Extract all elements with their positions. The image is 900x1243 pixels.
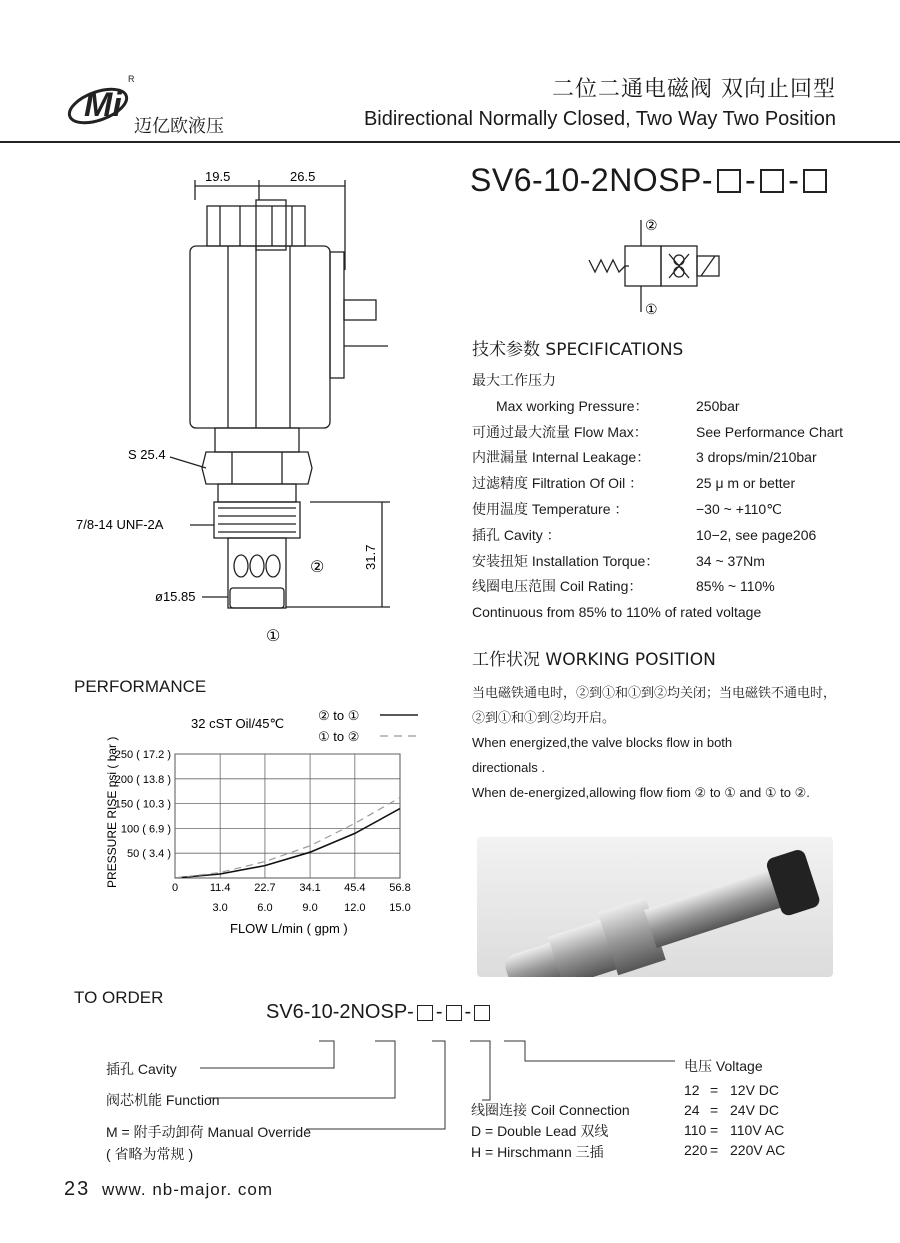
specs-title: 技术参数 SPECIFICATIONS: [472, 340, 684, 360]
order-model-prefix: SV6-10-2NOSP-: [266, 1001, 414, 1023]
svg-text:①: ①: [266, 628, 281, 645]
product-photo: [477, 837, 833, 977]
model-sep-1: -: [745, 162, 757, 198]
voltage-row: 220 = 220V AC: [684, 1142, 786, 1158]
y-tick-label: 200 ( 13.8 ): [114, 773, 171, 786]
spec-row: Continuous from 85% to 110% of rated voltage: [472, 604, 762, 621]
spec-row: 线圈电压范围 Coil Rating： 85% ~ 110%: [472, 578, 775, 595]
legend-dashed-label: ① to ②: [318, 729, 360, 744]
x-tick-label-gpm: 12.0: [344, 902, 366, 914]
x-tick-label: 56.8: [389, 882, 411, 894]
logo: [62, 72, 138, 136]
x-tick-label-gpm: 9.0: [302, 902, 318, 914]
working-line: ②到①和①到②均开启。: [472, 710, 616, 725]
working-title: 工作状况 WORKING POSITION: [472, 650, 716, 670]
x-axis-label: FLOW L/min ( gpm ): [230, 921, 348, 936]
performance-chart: [60, 700, 460, 945]
svg-text:ø15.85: ø15.85: [155, 589, 196, 604]
working-description: [472, 680, 892, 805]
voltage-list: [684, 1082, 785, 1162]
order-omit-note: ( 省略为常规 ): [106, 1146, 194, 1162]
spec-row: 过滤精度 Filtration Of Oil ： 25 μ m or better: [472, 475, 796, 492]
svg-text:②: ②: [310, 559, 325, 576]
spec-row: 最大工作压力: [472, 372, 556, 388]
spec-row: 安装扭矩 Installation Torque： 34 ~ 37Nm: [472, 552, 765, 569]
logo-mark-icon: [62, 72, 138, 136]
model-code: [470, 162, 831, 199]
website-link[interactable]: www. nb-major. com: [101, 1180, 274, 1199]
coil-title: 线圈连接 Coil Connection: [471, 1102, 630, 1118]
hydraulic-symbol-icon: [585, 210, 745, 320]
model-sep-2: -: [788, 162, 800, 198]
series-line-dashed: [175, 798, 400, 878]
model-prefix: SV6-10-2NOSP-: [470, 162, 714, 198]
working-line: When energized,the valve blocks flow in both: [472, 735, 733, 750]
order-sep-1: -: [435, 1001, 443, 1023]
page-number: 23: [64, 1178, 91, 1200]
specs-table: [472, 368, 892, 626]
y-tick-label: 50 ( 3.4 ): [126, 848, 171, 861]
y-tick-label: 100 ( 6.9 ): [120, 823, 171, 836]
valve-photo-icon: [477, 837, 833, 977]
working-line: directionals .: [472, 760, 545, 775]
brand-name: 迈亿欧液压: [134, 116, 224, 137]
page-title-cn: 二位二通电磁阀 双向止回型: [552, 77, 836, 102]
valve-drawing: [60, 160, 460, 660]
working-line: When de-energized,allowing flow fiom ② to ① and ① to ②.: [472, 785, 810, 800]
performance-title: PERFORMANCE: [74, 677, 207, 696]
series-line-solid: [175, 809, 400, 878]
order-box-1: [417, 1005, 433, 1021]
y-axis-label: PRESSURE RISE psi ( bar ): [105, 736, 119, 888]
svg-text:7/8-14 UNF-2A: 7/8-14 UNF-2A: [76, 517, 164, 532]
svg-text:31.7: 31.7: [363, 544, 378, 570]
order-function: 阀芯机能 Function: [106, 1092, 220, 1108]
order-title: TO ORDER: [74, 988, 164, 1007]
voltage-row: 110 = 110V AC: [684, 1122, 785, 1138]
order-override: M = 附手动卸荷 Manual Override: [106, 1124, 311, 1140]
svg-text:S 25.4: S 25.4: [128, 447, 166, 462]
svg-text:①: ①: [645, 301, 658, 317]
x-tick-label: 0: [171, 882, 179, 894]
y-tick-label: 150 ( 10.3 ): [114, 798, 171, 811]
header-divider: [0, 141, 900, 143]
page-title-en: Bidirectional Normally Closed, Two Way Two Position: [363, 108, 836, 130]
svg-text:②: ②: [645, 217, 658, 233]
x-tick-label-gpm: 15.0: [389, 902, 411, 914]
svg-text:R: R: [128, 74, 135, 84]
model-box-3: [803, 169, 827, 193]
voltage-row: 24 = 24V DC: [684, 1102, 780, 1118]
spec-row: Max working Pressure： 250bar: [496, 397, 740, 414]
x-tick-label: 22.7: [254, 882, 276, 894]
x-tick-label-gpm: 3.0: [212, 902, 228, 914]
svg-text:Mi: Mi: [84, 86, 122, 124]
y-tick-label: 250 ( 17.2 ): [114, 749, 171, 761]
oil-label: 32 cST Oil/45℃: [191, 716, 285, 731]
voltage-title: 电压 Voltage: [684, 1058, 763, 1074]
voltage-row: 12 = 12V DC: [684, 1082, 780, 1098]
x-tick-label-gpm: 6.0: [257, 902, 273, 914]
coil-option: D = Double Lead 双线: [471, 1123, 609, 1139]
model-box-1: [717, 169, 741, 193]
spec-row: 可通过最大流量 Flow Max： See Performance Chart: [472, 423, 844, 440]
x-tick-label: 34.1: [299, 882, 321, 894]
footer: [64, 1178, 273, 1201]
model-box-2: [760, 169, 784, 193]
spec-row: 内泄漏量 Internal Leakage： 3 drops/min/210bar: [472, 449, 817, 466]
spec-row: 插孔 Cavity ： 10−2, see page206: [472, 526, 817, 543]
svg-text:19.5: 19.5: [205, 169, 231, 184]
working-line: 当电磁铁通电时，②到①和①到②均关闭；当电磁铁不通电时，: [472, 685, 837, 700]
order-cavity: 插孔 Cavity: [106, 1061, 177, 1077]
order-model-code: [266, 1001, 493, 1024]
coil-option: H = Hirschmann 三插: [471, 1144, 604, 1160]
order-box-2: [446, 1005, 462, 1021]
legend-solid-label: ② to ①: [318, 708, 360, 723]
order-sep-2: -: [464, 1001, 472, 1023]
spec-row: 使用温度 Temperature ： −30 ~ +110℃: [472, 500, 782, 517]
x-tick-label: 45.4: [344, 882, 366, 894]
svg-text:26.5: 26.5: [290, 169, 316, 184]
order-box-3: [474, 1005, 490, 1021]
x-tick-label: 11.4: [209, 882, 231, 894]
